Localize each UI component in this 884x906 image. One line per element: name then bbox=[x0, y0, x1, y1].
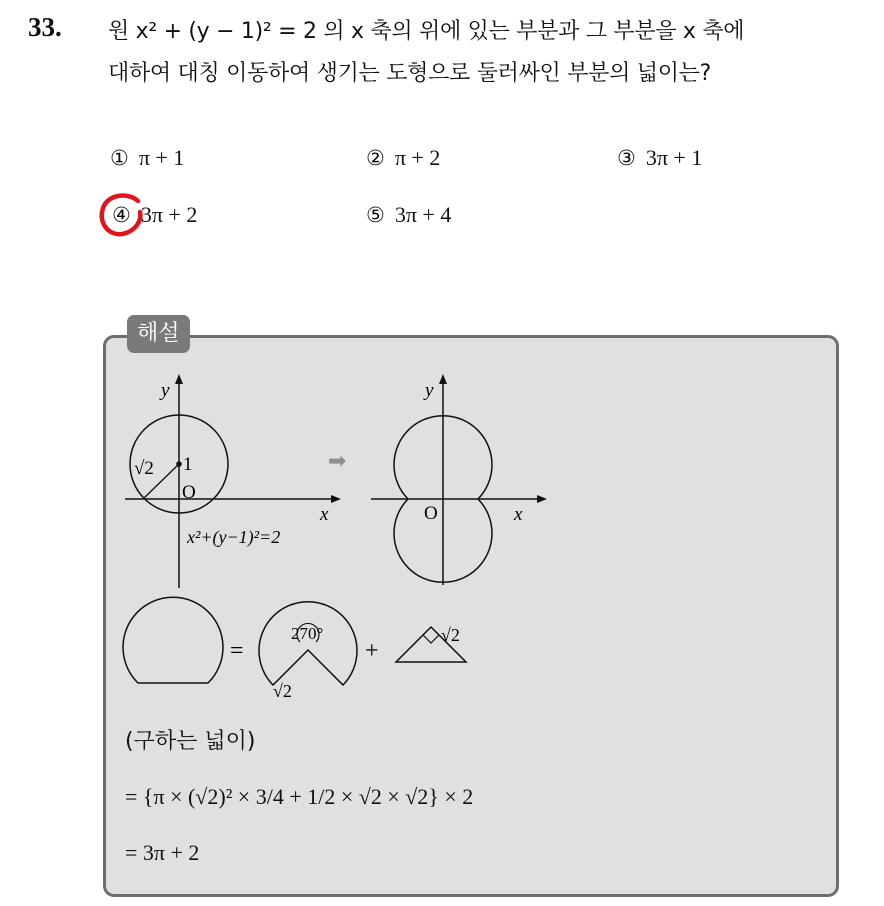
sector-radius-label: √2 bbox=[273, 681, 292, 701]
solution-line1: (구하는 넓이) bbox=[125, 729, 256, 754]
question-number: 33. bbox=[28, 12, 62, 42]
question-text-line1: 원 x² + (y − 1)² = 2 의 x 축의 위에 있는 부분과 그 부분을 x 축에 bbox=[108, 19, 745, 44]
choice-5-mark: ⑤ bbox=[366, 203, 385, 227]
choice-3-mark: ③ bbox=[617, 146, 636, 170]
choice-5[interactable] bbox=[366, 202, 451, 228]
choice-4-mark: ④ bbox=[112, 203, 131, 227]
diagram1-one: 1 bbox=[183, 454, 193, 475]
diagram-sector bbox=[259, 602, 357, 701]
answer-circle-mark bbox=[98, 192, 148, 240]
sector-angle-label: 270° bbox=[291, 624, 324, 643]
diagram-circle bbox=[125, 374, 341, 588]
choice-2[interactable] bbox=[366, 145, 440, 171]
equals-sign: = bbox=[230, 638, 244, 664]
choice-3-text: 3π + 1 bbox=[645, 145, 703, 170]
solution-tag: 해설 bbox=[127, 315, 190, 353]
question-text-line2: 대하여 대칭 이동하여 생기는 도형으로 둘러싸인 부분의 넓이는? bbox=[108, 61, 711, 86]
diagram-cap-shape bbox=[123, 597, 223, 683]
solution-diagrams bbox=[103, 360, 839, 720]
choice-2-mark: ② bbox=[366, 146, 385, 170]
diagram1-x-label: x bbox=[320, 504, 329, 525]
choice-4-text: 3π + 2 bbox=[140, 202, 198, 227]
plus-sign: + bbox=[365, 638, 379, 664]
diagram2-y-label: y bbox=[425, 380, 434, 401]
choice-3[interactable] bbox=[617, 145, 702, 171]
diagram-reflected-shape bbox=[371, 374, 547, 585]
triangle-side-label: √2 bbox=[441, 625, 460, 645]
choice-2-text: π + 2 bbox=[394, 145, 441, 170]
choice-1-mark: ① bbox=[110, 146, 129, 170]
choice-5-text: 3π + 4 bbox=[394, 202, 452, 227]
diagram1-radius-label: √2 bbox=[134, 458, 154, 479]
diagram1-origin: O bbox=[182, 482, 196, 503]
solution-line2: = {π × (√2)² × 3/4 + 1/2 × √2 × √2} × 2 bbox=[125, 784, 474, 809]
solution-line3: = 3π + 2 bbox=[125, 840, 200, 865]
diagram-triangle bbox=[396, 625, 466, 662]
diagram-arrow-icon: ➡ bbox=[328, 448, 347, 473]
choice-1-text: π + 1 bbox=[138, 145, 185, 170]
diagram2-origin: O bbox=[424, 503, 438, 524]
diagram1-y-label: y bbox=[161, 380, 170, 401]
choice-1[interactable] bbox=[110, 145, 184, 171]
diagram1-equation: x²+(y−1)²=2 bbox=[187, 527, 281, 547]
diagram2-x-label: x bbox=[514, 504, 523, 525]
